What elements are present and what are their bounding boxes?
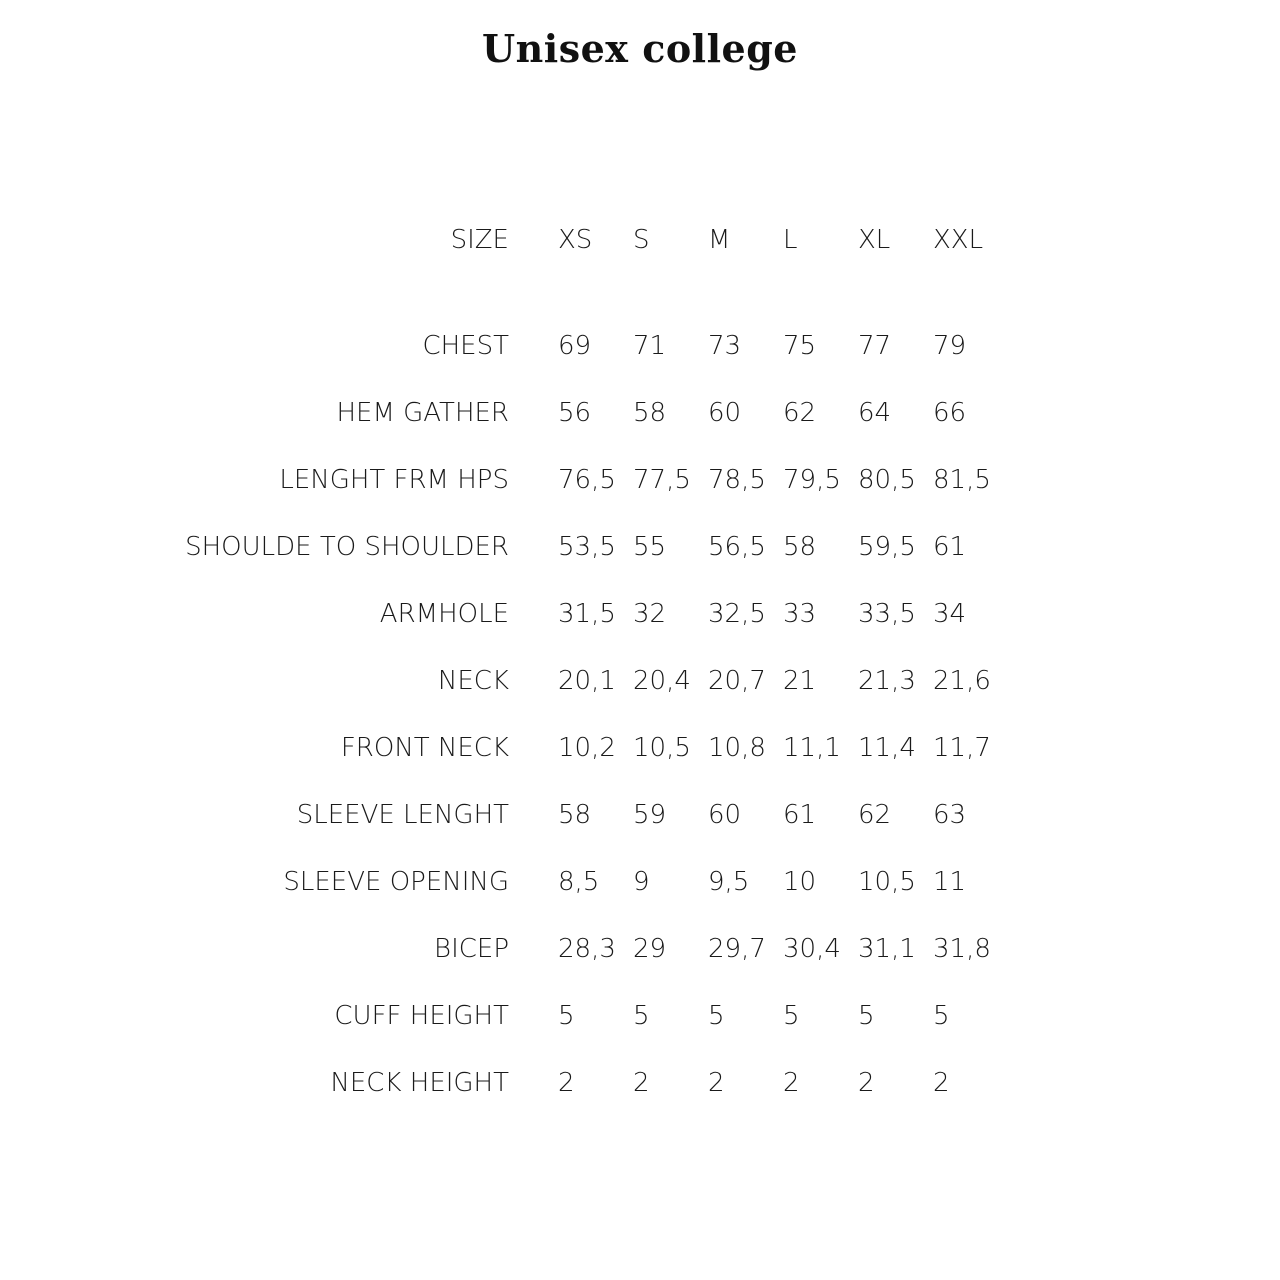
header-size: L — [783, 225, 798, 255]
table-cell: 58 — [633, 398, 667, 428]
table-row — [0, 460, 1280, 500]
table-cell: 75 — [783, 331, 817, 361]
table-cell: 31,8 — [933, 934, 991, 964]
table-cell: 10,5 — [858, 867, 916, 897]
table-cell: 10,2 — [558, 733, 616, 763]
table-cell: 20,7 — [708, 666, 766, 696]
row-label: HEM GATHER — [336, 398, 509, 428]
table-cell: 10 — [783, 867, 817, 897]
table-cell: 73 — [708, 331, 742, 361]
row-label: CUFF HEIGHT — [334, 1001, 509, 1031]
table-cell: 62 — [783, 398, 817, 428]
table-cell: 30,4 — [783, 934, 841, 964]
row-label: NECK HEIGHT — [330, 1068, 509, 1098]
table-cell: 34 — [933, 599, 967, 629]
table-cell: 63 — [933, 800, 967, 830]
table-cell: 56 — [558, 398, 592, 428]
table-row — [0, 862, 1280, 902]
header-size: XL — [858, 225, 891, 255]
table-cell: 11,1 — [783, 733, 841, 763]
header-size: M — [708, 225, 731, 255]
table-cell: 32 — [633, 599, 667, 629]
row-label: CHEST — [422, 331, 509, 361]
table-cell: 58 — [783, 532, 817, 562]
table-cell: 5 — [783, 1001, 800, 1031]
table-row — [0, 728, 1280, 768]
table-cell: 58 — [558, 800, 592, 830]
table-cell: 66 — [933, 398, 967, 428]
table-row — [0, 795, 1280, 835]
row-label: BICEP — [434, 934, 509, 964]
table-cell: 31,1 — [858, 934, 916, 964]
table-cell: 77,5 — [633, 465, 691, 495]
table-cell: 59 — [633, 800, 667, 830]
table-cell: 71 — [633, 331, 667, 361]
table-cell: 11,7 — [933, 733, 991, 763]
table-cell: 21 — [783, 666, 817, 696]
table-header-row — [0, 220, 1280, 260]
table-cell: 81,5 — [933, 465, 991, 495]
table-cell: 62 — [858, 800, 892, 830]
table-cell: 32,5 — [708, 599, 766, 629]
table-cell: 5 — [558, 1001, 575, 1031]
row-label: SLEEVE OPENING — [283, 867, 509, 897]
header-size: XXL — [933, 225, 984, 255]
table-cell: 33,5 — [858, 599, 916, 629]
page-title: Unisex college — [482, 26, 798, 71]
table-cell: 29,7 — [708, 934, 766, 964]
table-cell: 2 — [633, 1068, 650, 1098]
table-row — [0, 661, 1280, 701]
table-cell: 5 — [633, 1001, 650, 1031]
table-cell: 60 — [708, 398, 742, 428]
header-size: S — [633, 225, 650, 255]
table-cell: 77 — [858, 331, 892, 361]
table-cell: 80,5 — [858, 465, 916, 495]
table-cell: 5 — [858, 1001, 875, 1031]
row-label: ARMHOLE — [379, 599, 509, 629]
table-cell: 78,5 — [708, 465, 766, 495]
table-cell: 2 — [558, 1068, 575, 1098]
table-cell: 8,5 — [558, 867, 600, 897]
row-label: LENGHT FRM HPS — [279, 465, 509, 495]
table-cell: 76,5 — [558, 465, 616, 495]
table-cell: 11,4 — [858, 733, 916, 763]
table-cell: 29 — [633, 934, 667, 964]
table-cell: 5 — [933, 1001, 950, 1031]
row-label: SHOULDE TO SHOULDER — [185, 532, 509, 562]
table-row — [0, 929, 1280, 969]
table-cell: 2 — [708, 1068, 725, 1098]
table-cell: 21,3 — [858, 666, 916, 696]
table-cell: 21,6 — [933, 666, 991, 696]
table-cell: 5 — [708, 1001, 725, 1031]
table-cell: 11 — [933, 867, 967, 897]
table-cell: 2 — [858, 1068, 875, 1098]
header-size: XS — [558, 225, 593, 255]
table-cell: 31,5 — [558, 599, 616, 629]
table-cell: 56,5 — [708, 532, 766, 562]
table-row — [0, 1063, 1280, 1103]
table-row — [0, 996, 1280, 1036]
row-label: SLEEVE LENGHT — [296, 800, 509, 830]
table-row — [0, 594, 1280, 634]
header-label: SIZE — [450, 225, 509, 255]
table-cell: 60 — [708, 800, 742, 830]
table-row — [0, 393, 1280, 433]
table-cell: 79 — [933, 331, 967, 361]
table-cell: 33 — [783, 599, 817, 629]
table-cell: 10,5 — [633, 733, 691, 763]
table-cell: 2 — [783, 1068, 800, 1098]
table-row — [0, 527, 1280, 567]
table-cell: 20,4 — [633, 666, 691, 696]
table-row — [0, 326, 1280, 366]
table-cell: 69 — [558, 331, 592, 361]
row-label: FRONT NECK — [340, 733, 509, 763]
table-cell: 28,3 — [558, 934, 616, 964]
table-cell: 2 — [933, 1068, 950, 1098]
table-cell: 10,8 — [708, 733, 766, 763]
table-cell: 64 — [858, 398, 892, 428]
row-label: NECK — [437, 666, 509, 696]
table-cell: 55 — [633, 532, 667, 562]
table-cell: 79,5 — [783, 465, 841, 495]
table-cell: 9 — [633, 867, 650, 897]
table-cell: 20,1 — [558, 666, 616, 696]
table-cell: 9,5 — [708, 867, 750, 897]
table-cell: 61 — [933, 532, 967, 562]
table-cell: 53,5 — [558, 532, 616, 562]
table-cell: 59,5 — [858, 532, 916, 562]
table-cell: 61 — [783, 800, 817, 830]
